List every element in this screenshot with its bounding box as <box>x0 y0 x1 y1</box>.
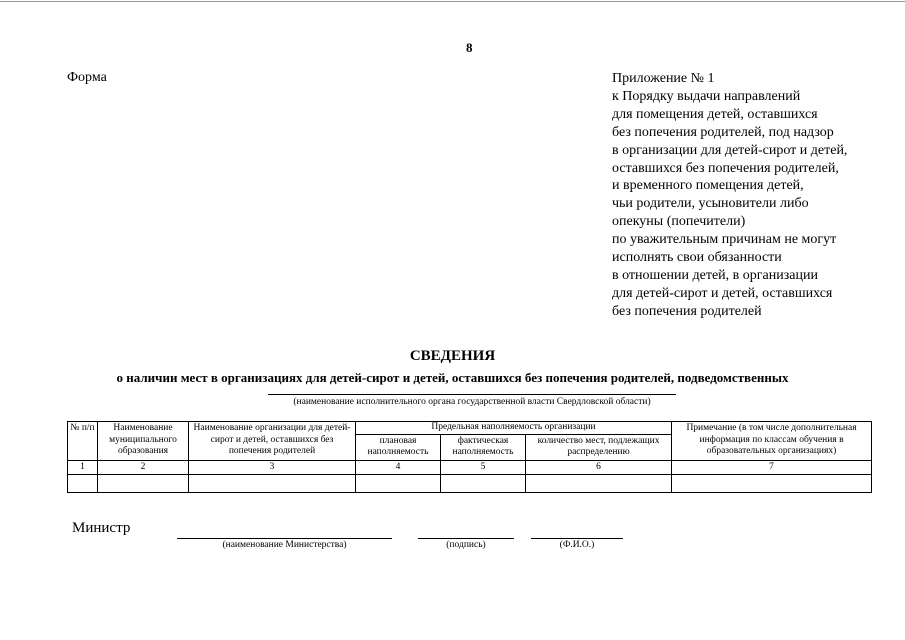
page-number: 8 <box>466 40 473 55</box>
header-col-note: Примечание (в том числе дополнительная информация по классам обучения в образовательных организациях) <box>672 422 872 461</box>
table-cell <box>189 474 356 492</box>
appendix-line: без попечения родителей <box>612 303 762 319</box>
appendix-line: по уважительным причинам не могут <box>612 232 837 248</box>
table-row <box>68 474 872 492</box>
appendix-line: к Порядку выдачи направлений <box>612 88 801 104</box>
column-number-cell: 5 <box>441 460 526 474</box>
signature-line <box>418 538 514 539</box>
appendix-line: для помещения детей, оставшихся <box>612 106 818 122</box>
appendix-line: для детей-сирот и детей, оставшихся <box>612 285 833 301</box>
header-col-planned: плановая наполняемость <box>356 434 441 460</box>
column-number-cell: 3 <box>189 460 356 474</box>
table-cell <box>98 474 189 492</box>
appendix-line: Приложение № 1 <box>612 71 715 86</box>
column-number-cell: 2 <box>98 460 189 474</box>
full-name-caption: (Ф.И.О.) <box>559 540 595 550</box>
signature-caption: (подпись) <box>446 540 486 550</box>
places-table <box>67 421 872 493</box>
agency-caption: (наименование исполнительного органа государственной власти Свердловской области) <box>293 397 651 407</box>
minister-label: Министр <box>72 520 131 536</box>
ministry-caption: (наименование Министерства) <box>222 540 347 550</box>
table-cell <box>68 474 98 492</box>
form-label: Форма <box>67 70 107 85</box>
document-subtitle: о наличии мест в организациях для детей-сирот и детей, оставшихся без попечения родителей, подведомственных <box>116 370 789 385</box>
header-col-municipality: Наименование муниципального образования <box>98 422 189 461</box>
page-top-rule <box>0 1 905 2</box>
document-title: СВЕДЕНИЯ <box>409 348 496 364</box>
column-number-cell: 7 <box>672 460 872 474</box>
appendix-line: опекуны (попечители) <box>612 214 746 230</box>
appendix-line: и временного помещения детей, <box>612 178 804 194</box>
appendix-line: чьи родители, усыновители либо <box>612 196 809 212</box>
ministry-name-line <box>177 538 392 539</box>
appendix-line: в отношении детей, в организации <box>612 267 818 283</box>
header-col-places: количество мест, подлежащих распределению <box>526 434 672 460</box>
table-cell <box>441 474 526 492</box>
appendix-line: оставшихся без попечения родителей, <box>612 160 839 176</box>
appendix-line: в организации для детей-сирот и детей, <box>612 142 848 158</box>
appendix-line: исполнять свои обязанности <box>612 250 782 266</box>
agency-fill-line <box>268 394 676 395</box>
header-col-actual: фактическая наполняемость <box>441 434 526 460</box>
header-col-number: № п/п <box>68 422 98 461</box>
full-name-line <box>531 538 623 539</box>
appendix-line: без попечения родителей, под надзор <box>612 124 834 140</box>
header-group-capacity: Предельная наполняемость организации <box>356 422 672 435</box>
column-number-cell: 1 <box>68 460 98 474</box>
appendix-block <box>612 70 847 321</box>
table-cell <box>356 474 441 492</box>
column-number-row <box>68 460 872 474</box>
column-number-cell: 6 <box>526 460 672 474</box>
table-cell <box>526 474 672 492</box>
header-col-organization: Наименование организации для детей-сирот и детей, оставшихся без попечения родителей <box>189 422 356 461</box>
column-number-cell: 4 <box>356 460 441 474</box>
table-cell <box>672 474 872 492</box>
